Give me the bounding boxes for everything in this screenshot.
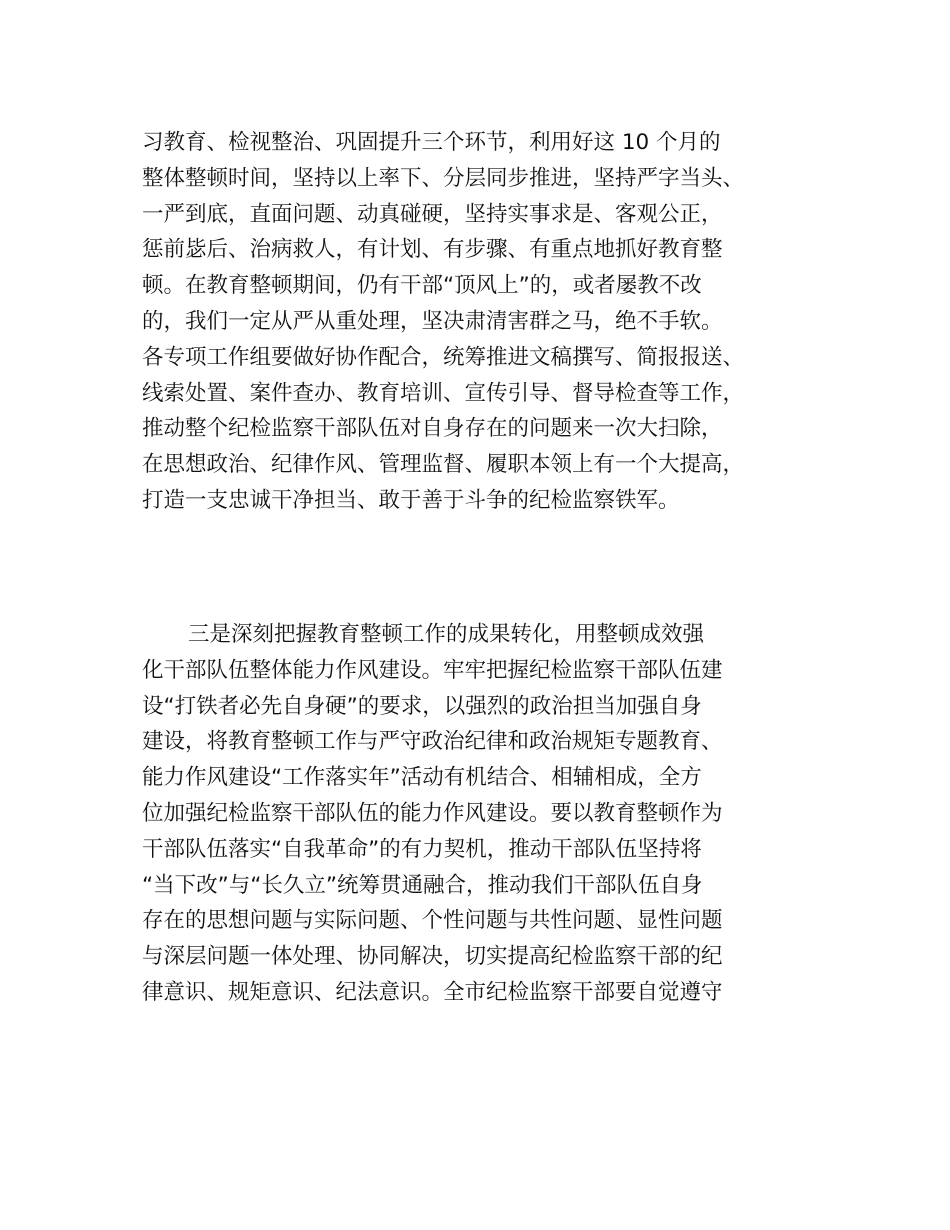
text-line: 惩前毖后、治病救人，有计划、有步骤、有重点地抓好教育整	[142, 237, 723, 263]
paragraph-1	[142, 125, 842, 519]
text-line: 化干部队伍整体能力作风建设。牢牢把握纪检监察干部队伍建	[142, 657, 723, 683]
text-line: 律意识、规矩意识、纪法意识。全市纪检监察干部要自觉遵守	[142, 979, 723, 1005]
text-line: 整体整顿时间，坚持以上率下、分层同步推进，坚持严字当头、	[142, 165, 745, 191]
text-line: 存在的思想问题与实际问题、个性问题与共性问题、显性问题	[142, 908, 723, 934]
text-line: 习教育、检视整治、巩固提升三个环节，利用好这 10 个月的	[142, 130, 721, 155]
text-line: 打造一支忠诚干净担当、敢于善于斗争的纪检监察铁军。	[142, 487, 680, 513]
text-line: 线索处置、案件查办、教育培训、宣传引导、督导检查等工作，	[142, 380, 745, 406]
text-line: 推动整个纪检监察干部队伍对自身存在的问题来一次大扫除，	[142, 416, 723, 442]
text-line: 位加强纪检监察干部队伍的能力作风建设。要以教育整顿作为	[142, 800, 723, 826]
text-line: 建设，将教育整顿工作与严守政治纪律和政治规矩专题教育、	[142, 729, 723, 755]
text-line: 干部队伍落实“自我革命”的有力契机，推动干部队伍坚持将	[142, 836, 702, 862]
text-line: 能力作风建设“工作落实年”活动有机结合、相辅相成，全方	[142, 765, 702, 791]
paragraph-2	[142, 617, 842, 1011]
text-line: “当下改”与“长久立”统筹贯通融合，推动我们干部队伍自身	[142, 872, 703, 898]
text-line: 顿。在教育整顿期间，仍有干部“顶风上”的，或者屡教不改	[142, 273, 702, 299]
text-line: 各专项工作组要做好协作配合，统筹推进文稿撰写、简报报送、	[142, 344, 745, 370]
text-line: 设“打铁者必先自身硬”的要求，以强烈的政治担当加强自身	[142, 693, 702, 719]
text-line: 在思想政治、纪律作风、管理监督、履职本领上有一个大提高，	[142, 452, 745, 478]
text-line: 一严到底，直面问题、动真碰硬，坚持实事求是、客观公正，	[142, 201, 723, 227]
text-line-first: 三是深刻把握教育整顿工作的成果转化，用整顿成效强	[188, 622, 705, 647]
text-line: 与深层问题一体处理、协同解决，切实提高纪检监察干部的纪	[142, 944, 723, 970]
text-line: 的，我们一定从严从重处理，坚决肃清害群之马，绝不手软。	[142, 308, 723, 334]
